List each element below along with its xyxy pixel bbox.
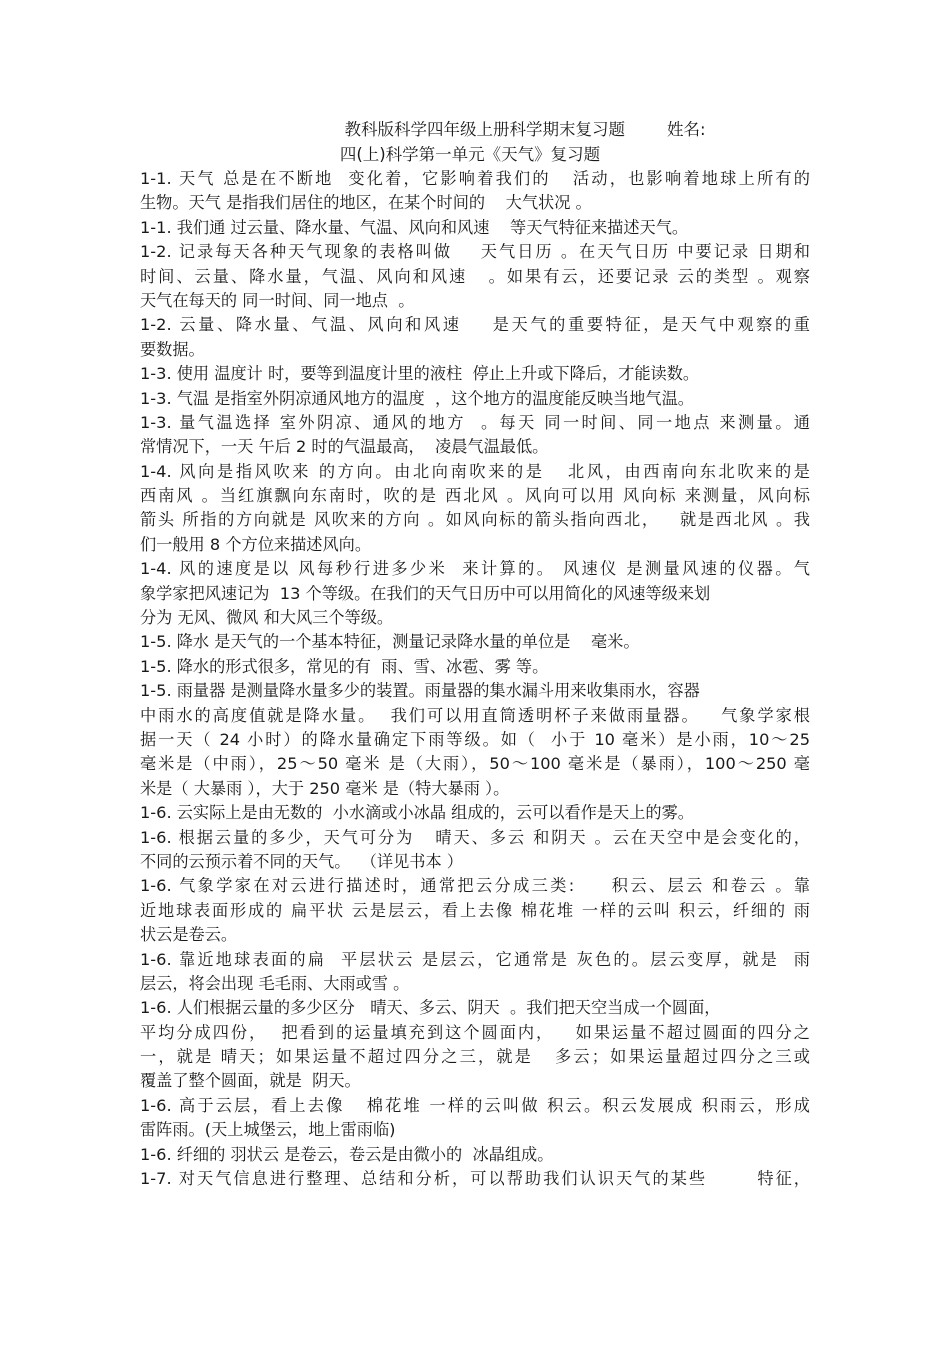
text-line: 时间、云量、降水量，气温、风向和风速 。如果有云，还要记录 云的类型 。观察: [140, 266, 810, 286]
text-line: 米是（ 大暴雨 ），大于 250 毫米 是（特大暴雨 ）。: [140, 778, 510, 798]
text-line: 常情况下，一天 午后 2 时的气温最高， 凌晨气温最低。: [140, 437, 549, 457]
text-line: 1-5. 降水 是天气的一个基本特征，测量记录降水量的单位是 毫米。: [140, 632, 640, 652]
text-line: 1-1. 我们通 过云量、降水量、气温、风向和风速 等天气特征来描述天气。: [140, 217, 689, 237]
text-line: 象学家把风速记为 13 个等级。在我们的天气日历中可以用简化的风速等级来划: [140, 583, 711, 603]
text-line: 层云，将会出现 毛毛雨、大雨或雪 。: [140, 973, 410, 993]
text-line: 要数据。: [140, 339, 205, 359]
text-line: 1-3. 使用 温度计 时，要等到温度计里的液柱 停止上升或下降后，才能读数。: [140, 364, 700, 384]
text-line: 1-6. 人们根据云量的多少区分 晴天、多云、阴天 。我们把天空当成一个圆面，: [140, 998, 721, 1018]
text-line: 1-6. 云实际上是由无数的 小水滴或小冰晶 组成的，云可以看作是天上的雾。: [140, 803, 694, 823]
text-line: 近地球表面形成的 扁平状 云是层云，看上去像 棉花堆 一样的云叫 积云，纤细的 雨: [140, 900, 810, 920]
text-line: 1-5. 降水的形式很多，常见的有 雨、雪、冰雹、雾 等。: [140, 656, 549, 676]
text-line: 1-3. 量气温选择 室外阴凉、通风的地方 。每天 同一时间、同一地点 来测量。通: [140, 412, 810, 432]
text-line: 生物。天气 是指我们居住的地区，在某个时间的 大气状况 。: [140, 193, 592, 213]
text-line: 覆盖了整个圆面，就是 阴天。: [140, 1071, 361, 1091]
text-line: 1-2. 记录每天各种天气现象的表格叫做 天气日历 。在天气日历 中要记录 日期和: [140, 242, 810, 262]
page-subtitle: 四(上)科学第一单元《天气》复习题: [339, 145, 601, 164]
text-line: 1-4. 风的速度是以 风每秒行进多少米 来计算的。 风速仪 是测量风速的仪器。气: [140, 559, 810, 579]
text-line: 1-1. 天气 总是在不断地 变化着，它影响着我们的 活动，也影响着地球上所有的: [140, 169, 810, 188]
text-line: 1-6. 靠近地球表面的扁 平层状云 是层云，它通常是 灰色的。层云变厚，就是 雨: [140, 949, 810, 969]
text-line: 箭头 所指的方向就是 风吹来的方向 。如风向标的箭头指向西北， 就是西北风 。我: [140, 510, 810, 530]
page-title: 教科版科学四年级上册科学期末复习题 姓名:: [344, 120, 706, 139]
text-line: 1-6. 高于云层，看上去像 棉花堆 一样的云叫做 积云。积云发展成 积雨云，形成: [140, 1095, 810, 1115]
review-questions-body: [140, 167, 810, 1191]
text-line: 1-4. 风向是指风吹来 的方向。由北向南吹来的是 北风，由西南向东北吹来的是: [140, 461, 810, 481]
text-line: 天气在每天的 同一时间、同一地点 。: [140, 290, 415, 310]
text-line: 据一天（ 24 小时）的降水量确定下雨等级。如（ 小于 10 毫米）是小雨，10～25: [140, 729, 810, 749]
text-line: 1-3. 气温 是指室外阴凉通风地方的温度 ，这个地方的温度能反映当地气温。: [140, 388, 694, 408]
text-line: 1-6. 纤细的 羽状云 是卷云，卷云是由微小的 冰晶组成。: [140, 1144, 554, 1164]
text-line: 们一般用 8 个方位来描述风向。: [140, 534, 372, 554]
text-line: 一，就是 晴天；如果运量不超过四分之三，就是 多云；如果运量超过四分之三或: [140, 1047, 810, 1067]
text-line: 毫米是（中雨），25～50 毫米 是（大雨），50～100 毫米是（暴雨），100～250 毫: [140, 754, 810, 774]
text-line: 1-6. 根据云量的多少，天气可分为 晴天、多云 和阴天 。云在天空中是会变化的，: [140, 827, 810, 847]
text-line: 1-5. 雨量器 是测量降水量多少的装置。雨量器的集水漏斗用来收集雨水，容器: [140, 681, 700, 701]
text-line: 不同的云预示着不同的天气。 （详见书本 ）: [140, 851, 463, 871]
text-line: 西南风 。当红旗飘向东南时，吹的是 西北风 。风向可以用 风向标 来测量，风向标: [140, 486, 810, 506]
text-line: 分为 无风、微风 和大风三个等级。: [140, 608, 394, 628]
text-line: 状云是卷云。: [140, 925, 238, 945]
text-line: 雷阵雨。(天上城堡云，地上雷雨临): [140, 1120, 396, 1140]
text-line: 1-6. 气象学家在对云进行描述时，通常把云分成三类: 积云、层云 和卷云 。靠: [140, 876, 810, 896]
text-line: 1-7. 对天气信息进行整理、总结和分析，可以帮助我们认识天气的某些 特征，: [140, 1169, 810, 1189]
text-line: 1-2. 云量、降水量、气温、风向和风速 是天气的重要特征，是天气中观察的重: [140, 315, 810, 335]
text-line: 中雨水的高度值就是降水量。 我们可以用直筒透明杯子来做雨量器。 气象学家根: [140, 705, 810, 725]
text-line: 平均分成四份， 把看到的运量填充到这个圆面内， 如果运量不超过圆面的四分之: [140, 1022, 810, 1042]
